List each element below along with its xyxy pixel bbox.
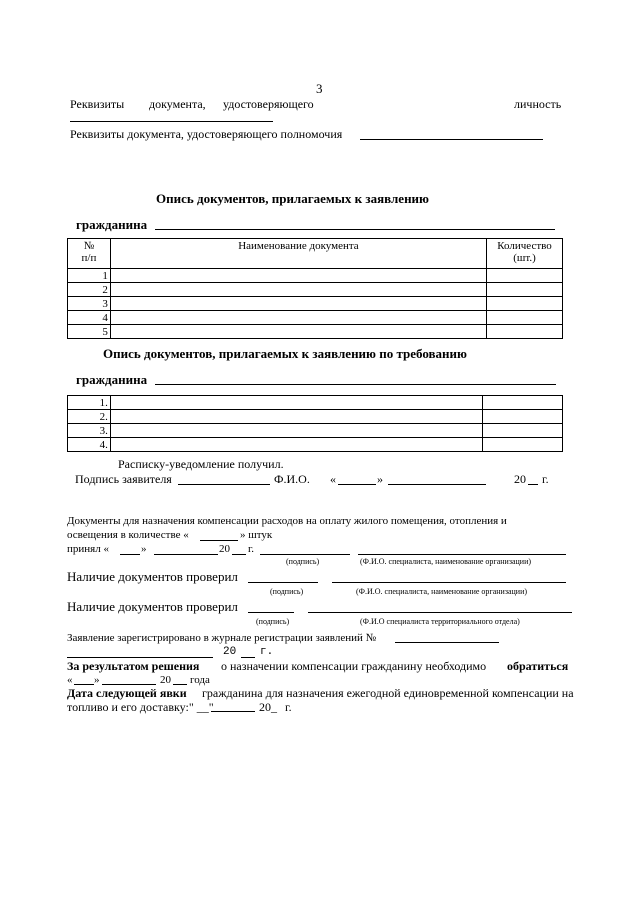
check2-fio-field[interactable] — [308, 612, 572, 613]
accepted-fio-caption: (Ф.И.О. специалиста, наименование организации) — [360, 557, 532, 566]
applicant-signature-field[interactable] — [178, 484, 270, 485]
receipt-year-field[interactable] — [528, 484, 538, 485]
registration-text: Заявление зарегистрировано в журнале регистрации заявлений № — [67, 632, 377, 644]
table-row — [68, 325, 563, 339]
row-number: 1. — [68, 396, 111, 410]
row-number: 2. — [68, 410, 111, 424]
check1-signature-field[interactable] — [248, 582, 318, 583]
quantity-cell[interactable] — [487, 269, 563, 283]
quantity-cell[interactable] — [487, 283, 563, 297]
document-name-cell[interactable] — [110, 269, 486, 283]
quantity-cell[interactable] — [483, 438, 563, 452]
row-number: 5 — [68, 325, 111, 339]
inventory1-citizen-label: гражданина — [76, 217, 148, 232]
decision-year-field[interactable] — [173, 684, 187, 685]
col-header-number: № п/п — [68, 239, 111, 269]
registration-number-field[interactable] — [395, 642, 499, 643]
accepted-label: принял « — [67, 543, 109, 555]
decision-date-open: « — [67, 674, 73, 686]
receipt-month-field[interactable] — [388, 484, 486, 485]
receipt-day-field[interactable] — [338, 484, 376, 485]
quantity-cell[interactable] — [487, 325, 563, 339]
row-number: 3. — [68, 424, 111, 438]
check1-label: Наличие документов проверил — [67, 569, 238, 584]
row-number: 2 — [68, 283, 111, 297]
accepted-year-suffix: г. — [248, 543, 255, 555]
decision-bold-action: обратиться — [507, 659, 569, 673]
quantity-cell[interactable] — [487, 297, 563, 311]
quantity-cell[interactable] — [487, 311, 563, 325]
registration-year-suffix: г. — [260, 646, 274, 658]
inventory2-citizen-label: гражданина — [76, 372, 148, 387]
accepted-month-field[interactable] — [154, 554, 218, 555]
decision-date-close: » — [94, 674, 100, 686]
col-header-quantity: Количество (шт.) — [487, 239, 563, 269]
document-name-cell[interactable] — [110, 396, 482, 410]
table-row — [68, 424, 563, 438]
next-visit-bold-label: Дата следующей явки — [67, 686, 187, 700]
fio-label: Ф.И.О. — [274, 472, 310, 486]
decision-text: о назначении компенсации гражданину необходимо — [221, 659, 487, 673]
check2-signature-caption: (подпись) — [256, 617, 290, 626]
row-number: 1 — [68, 269, 111, 283]
inventory2-citizen-field[interactable] — [155, 384, 556, 385]
document-name-cell[interactable] — [110, 297, 486, 311]
accepted-fio-field[interactable] — [358, 554, 566, 555]
document-name-cell[interactable] — [110, 283, 486, 297]
decision-day-field[interactable] — [74, 684, 94, 685]
table-row — [68, 311, 563, 325]
row-number: 4. — [68, 438, 111, 452]
document-name-cell[interactable] — [110, 410, 482, 424]
table-row — [68, 283, 563, 297]
col-header-name: Наименование документа — [110, 239, 486, 269]
table-row — [68, 438, 563, 452]
accepted-year: 20 — [219, 543, 230, 555]
requisites-word-4: личность — [514, 97, 562, 111]
quantity-cell[interactable] — [483, 424, 563, 438]
table-row — [68, 297, 563, 311]
page-number: 3 — [316, 81, 323, 96]
inventory1-title: Опись документов, прилагаемых к заявлению — [156, 191, 429, 206]
decision-year: 20 — [160, 674, 171, 686]
check2-signature-field[interactable] — [248, 612, 294, 613]
table-row — [68, 269, 563, 283]
decision-bold-label: За результатом решения — [67, 659, 200, 673]
check2-fio-caption: (Ф.И.О специалиста территориального отдела) — [360, 617, 520, 626]
receipt-year-suffix: г. — [542, 472, 549, 486]
identity-document-field[interactable] — [70, 121, 273, 122]
next-visit-year: 20_ — [259, 700, 277, 714]
document-name-cell[interactable] — [110, 424, 482, 438]
registration-year: 20 — [223, 646, 237, 658]
next-visit-line-2: топливо и его доставку:" __" — [67, 700, 214, 714]
authority-document-field[interactable] — [360, 139, 543, 140]
accepted-signature-field[interactable] — [260, 554, 350, 555]
inventory1-table — [67, 238, 563, 339]
date-quote-close: » — [377, 472, 383, 486]
row-number: 4 — [68, 311, 111, 325]
acceptance-line-2-suffix: » штук — [240, 529, 273, 541]
acceptance-line-1: Документы для назначения компенсации расходов на оплату жилого помещения, отопления и — [67, 515, 507, 527]
acceptance-line-2-prefix: освещения в количестве « — [67, 529, 189, 541]
quantity-cell[interactable] — [483, 410, 563, 424]
next-visit-month-field[interactable] — [211, 711, 255, 712]
accepted-year-field[interactable] — [232, 554, 246, 555]
document-name-cell[interactable] — [110, 311, 486, 325]
accepted-day-field[interactable] — [120, 554, 140, 555]
registration-date-field[interactable] — [67, 657, 213, 658]
check1-fio-caption: (Ф.И.О. специалиста, наименование организации) — [356, 587, 528, 596]
requisites-word-1: Реквизиты — [70, 97, 125, 111]
check1-fio-field[interactable] — [332, 582, 566, 583]
document-name-cell[interactable] — [110, 325, 486, 339]
inventory2-title: Опись документов, прилагаемых к заявлению по требованию — [103, 346, 467, 361]
table-row — [68, 396, 563, 410]
check1-signature-caption: (подпись) — [270, 587, 304, 596]
quantity-cell[interactable] — [483, 396, 563, 410]
table-row — [68, 410, 563, 424]
receipt-year: 20 — [514, 472, 526, 486]
accepted-signature-caption: (подпись) — [286, 557, 320, 566]
next-visit-text: гражданина для назначения ежегодной единовременной компенсации на — [202, 686, 574, 700]
decision-year-suffix: года — [190, 674, 210, 686]
authority-requisites-label: Реквизиты документа, удостоверяющего полномочия — [70, 127, 343, 141]
inventory2-table — [67, 395, 563, 452]
inventory1-citizen-field[interactable] — [155, 229, 555, 230]
receipt-text: Расписку-уведомление получил. — [118, 457, 284, 471]
next-visit-year-suffix: г. — [285, 700, 292, 714]
applicant-signature-label: Подпись заявителя — [75, 472, 172, 486]
accepted-quote-close: » — [141, 543, 147, 555]
document-name-cell[interactable] — [110, 438, 482, 452]
documents-count-field[interactable] — [200, 540, 238, 541]
check2-label: Наличие документов проверил — [67, 599, 238, 614]
date-quote-open: « — [330, 472, 336, 486]
requisites-word-2: документа, — [149, 97, 206, 111]
requisites-word-3: удостоверяющего — [223, 97, 314, 111]
registration-year-field[interactable] — [241, 657, 255, 658]
decision-month-field[interactable] — [102, 684, 156, 685]
row-number: 3 — [68, 297, 111, 311]
